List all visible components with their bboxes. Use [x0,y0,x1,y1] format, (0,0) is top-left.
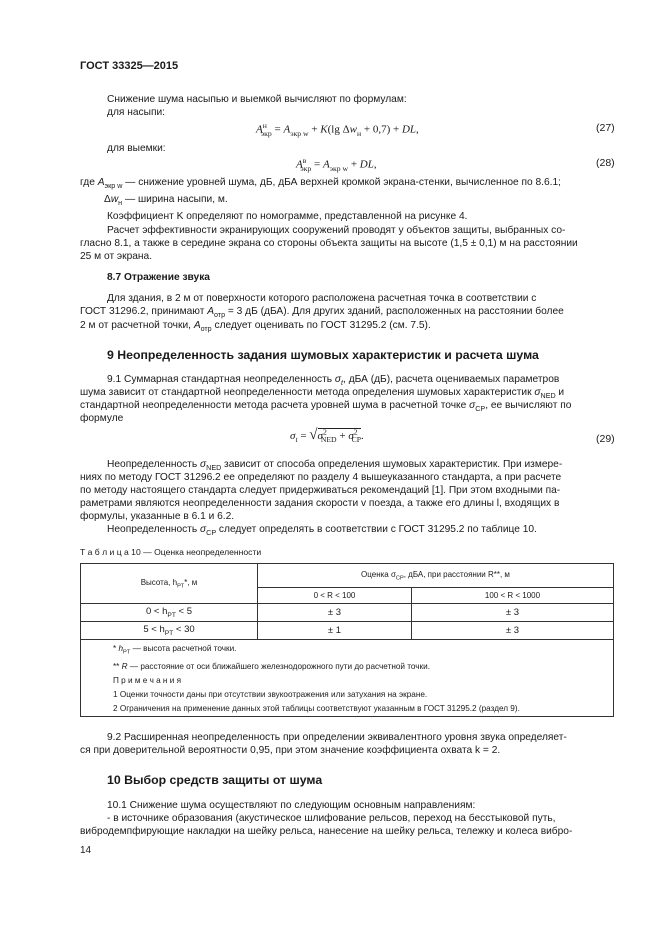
table-notes-row [81,640,614,717]
page-number: 14 [80,845,92,856]
note-2: 2 Ограничения на применение данных этой таблицы соответствуют указанным в ГОСТ 31295.2 (раздел 9). [113,703,520,713]
s10-line-2: - в источнике образования (акустическое шлифование рельсов, переход на бесстыковой путь, [107,813,556,824]
where-w-desc: — ширина насыпи, м. [122,194,228,205]
table-cell: ± 3 [411,604,613,622]
s9-p1-l3a: стандартной неопределенности метода расчета уровней шума в расчетной точке [80,400,470,411]
table-caption-text: 10 — Оценка неопределенности [128,547,262,557]
notes-title: П р и м е ч а н и я [113,675,182,685]
row1-h2: < 5 [175,606,193,618]
row2-h2: < 30 [173,624,195,636]
s87-line-2a: ГОСТ 31296.2, принимают [80,306,208,317]
table-10 [80,563,614,717]
s9-p3b: следует определять в соответствии с ГОСТ 31295.2 по таблице 10. [216,524,537,535]
s9-p2-line-2: ниях по методу ГОСТ 31296.2 ее определяют по разделу 4 вышеуказанного стандарта, а при расчете [80,472,562,483]
footnote-1: * $h_{PT}$ — высота расчетной точки. [113,644,237,656]
s87-line-1: Для здания, в 2 м от поверхности которого расположена расчетная точка в соответствии с [107,293,537,304]
formula-29: $\sigma_t = √\sigma^2_{NED} + \sigma^2_{CP}$. [290,427,364,445]
table-cell-height: $5 < h_{PT} < 30$ [81,622,258,640]
table-cell: ± 3 [258,604,412,622]
row1-h: 0 < h [145,606,168,618]
s9-p1-line-3: стандартной неопределенности метода расчета уровней шума в расчетной точке $\sigma_{CP}$, ее вычисляют по [80,400,572,414]
footnote-1-text: — высота расчетной точки. [130,644,237,653]
s9-p2-line-1: Неопределенность $\sigma_{NED}$ зависит от способа определения шумовых характеристик. При измере- [107,459,563,473]
table-subheader-1: 0 < R < 100 [258,588,412,604]
formula-27: $A^н_{экр} = A_{экр w} + K(\lg$ $\Delta w_н + 0,7$) + DL, [256,121,419,138]
table-subheader-2: 100 < R < 1000 [411,588,613,604]
note-1: 1 Оценки точности даны при отсутствии звукоотражения или затухания на экране. [113,689,428,699]
s87-line-2b: = 3 дБ (дБА). Для других зданий, расположенных на расстоянии более [225,306,564,317]
s87-line-3: 2 м от расчетной точки, $A_{отр}$ следует оценивать по ГОСТ 31295.2 (см. 7.5). [80,320,431,334]
document-header: ГОСТ 33325—2015 [80,60,179,72]
s92-line-1: 9.2 Расширенная неопределенность при определении эквивалентного уровня звука определяет- [107,732,567,743]
s9-p2-line-5: формулы, указанные в 6.1 и 6.2. [80,511,235,522]
table-row [81,622,614,640]
section-9-title: 9 Неопределенность задания шумовых характеристик и расчета шума [107,348,539,362]
where-a: где $A_{экр w}$ — снижение уровней шума, дБ, дБА верхней кромкой экрана-стенки, вычисленное по 8.6.1; [80,177,561,191]
s9-p1-l1a: 9.1 Суммарная стандартная неопределенность [107,374,335,385]
footnote-2-text: — расстояние от оси ближайшего железнодорожного пути до расчетной точки. [127,661,430,671]
s9-p3a: Неопределенность [107,524,201,535]
s10-line-1: 10.1 Снижение шума осуществляют по следующим основным направлениям: [107,800,476,811]
s9-p2-l1b: зависит от способа определения шумовых характеристик. При измере- [221,459,563,470]
header-estimate-text: Оценка σ [361,569,396,579]
calc-line-3: 25 м от экрана. [80,251,153,262]
intro-line: Снижение шума насыпью и выемкой вычисляют по формулам: [107,94,407,105]
footnote-2: ** R — расстояние от оси ближайшего железнодорожного пути до расчетной точки. [113,661,430,671]
s9-p3: Неопределенность $\sigma_{CP}$ следует определять в соответствии с ГОСТ 31295.2 по таблице 10. [107,524,537,538]
s87-line-2: ГОСТ 31296.2, принимают $A_{отр} = 3$ дБ (дБА). Для других зданий, расположенных на расстоянии более [80,306,564,320]
s92-line-2: ся при доверительной вероятности 0,95, при этом значение коэффициента охвата k = 2. [80,745,501,756]
embankment-label: для насыпи: [107,107,165,118]
s9-p2-line-3: по методу настоящего стандарта следует придерживаться рекомендаций [1]. При этом входными па- [80,485,561,496]
table-notes-cell [81,640,614,717]
table-header-estimate [258,564,614,588]
s9-p1-line-1: 9.1 Суммарная стандартная неопределенность $\sigma_t$, дБА (дБ), расчета оцениваемых параметров [107,374,560,388]
header-height-sub: PT [177,583,185,590]
table-row [81,604,614,622]
where-a-desc: — снижение уровней шума, дБ, дБА верхней кромкой экрана-стенки, вычисленное по 8.6.1; [122,177,561,188]
calc-line-1: Расчет эффективности экранирующих сооружений проводят у объектов защиты, выбранных со- [107,225,566,236]
s9-p1-line-2: шума зависит от стандартной неопределенности метода определения шумовых характеристик $\sigma_{NED}$ и [80,387,565,401]
table-header-height [81,564,258,604]
header-height-suffix: *, м [184,577,198,587]
formula-28-number: (28) [596,157,615,169]
s87-line-3a: 2 м от расчетной точки, [80,320,194,331]
formula-27-number: (27) [596,122,615,134]
formula-28: $A^в_{экр} = A_{экр w}$ + DL, [296,156,377,173]
s9-p1-l2b: и [555,387,565,398]
s9-p1-l2a: шума зависит от стандартной неопределенности метода определения шумовых характеристик [80,387,535,398]
section-10-title: 10 Выбор средств защиты от шума [107,773,323,787]
header-estimate-sub: CP [395,575,404,582]
s87-line-3b: следует оценивать по ГОСТ 31295.2 (см. 7.5). [211,320,431,331]
table-cell: ± 3 [411,622,613,640]
table-cell-height: $0 < h_{PT} < 5$ [81,604,258,622]
s9-p1-l1b: , дБА (дБ), расчета оцениваемых параметров [343,374,560,385]
calc-line-2: гласно 8.1, а также в середине экрана со стороны объекта защиты на высоте (1,5 ± 0,1) м на расстоянии [80,238,578,249]
header-estimate-suffix: , дБА, при расстоянии R**, м [403,569,510,579]
s9-p2-line-4: раметрами являются неопределенности задания скорости v поезда, а также его длины l, входящих в [80,498,560,509]
formula-29-number: (29) [596,433,615,445]
s9-p1-l3b: , ее вычисляют по [485,400,572,411]
table-10-caption [80,547,261,557]
k-line: Коэффициент K определяют по номограмме, представленной на рисунке 4. [107,211,468,222]
table-caption-prefix: Т а б л и ц а [80,547,129,557]
row2-h: 5 < h [143,624,165,636]
s10-line-3: вибродемпфирующие накладки на шейку рельса, нанесение на шейку рельса, тележку и колеса вибро- [80,826,573,837]
cutting-label: для выемки: [107,143,166,154]
s9-p1-line-4: формуле [80,413,124,424]
s9-p2-l1a: Неопределенность [107,459,201,470]
where-w: $\Delta w_н$ — ширина насыпи, м. [104,194,228,208]
header-height-text: Высота, h [140,577,178,587]
table-cell: ± 1 [258,622,412,640]
section-8-7-title: 8.7 Отражение звука [107,272,210,283]
